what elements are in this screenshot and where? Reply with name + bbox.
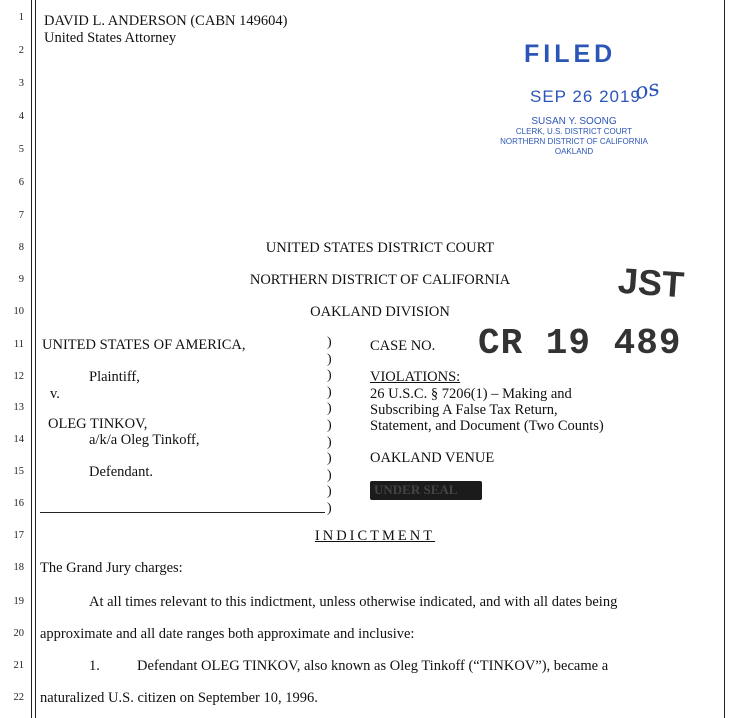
- clerk-city: OAKLAND: [554, 147, 594, 156]
- caption-parens: ) ) ) ) ) ) ) ) ) ) ): [327, 335, 332, 516]
- venue: OAKLAND VENUE: [370, 450, 495, 466]
- line-number: 7: [18, 210, 24, 221]
- case-label: CASE NO.: [370, 338, 436, 354]
- line-number: 6: [18, 177, 24, 188]
- plaintiff-name: UNITED STATES OF AMERICA,: [42, 337, 246, 353]
- attorney-name: DAVID L. ANDERSON (CABN 149604): [44, 13, 288, 29]
- line-number: 10: [13, 306, 24, 317]
- item-1-number: 1.: [89, 658, 100, 674]
- indictment-heading: INDICTMENT: [314, 528, 436, 544]
- line-number: 20: [13, 628, 24, 639]
- item-1-line-1: Defendant OLEG TINKOV, also known as Oleg Tinkoff (“TINKOV”), became a: [137, 658, 609, 674]
- grand-jury-charges: The Grand Jury charges:: [40, 560, 183, 576]
- violations-label: VIOLATIONS:: [370, 369, 461, 385]
- line-number: 17: [13, 530, 24, 541]
- line-number: 21: [13, 660, 24, 671]
- court-division: OAKLAND DIVISION: [310, 304, 450, 320]
- line-number: 1: [18, 12, 24, 23]
- clerk-name: SUSAN Y. SOONG: [531, 116, 617, 127]
- clerk-title: CLERK, U.S. DISTRICT COURT: [515, 127, 633, 136]
- filed-date: SEP 26 2019: [530, 87, 641, 106]
- margin-rule-left: [31, 0, 32, 718]
- line-number: 3: [18, 78, 24, 89]
- line-number: 19: [13, 596, 24, 607]
- line-number: 11: [13, 339, 24, 350]
- violations-line-2: Subscribing A False Tax Return,: [370, 402, 558, 418]
- filed-initials: os: [632, 75, 662, 106]
- line-number: 18: [13, 562, 24, 573]
- court-name: UNITED STATES DISTRICT COURT: [265, 240, 495, 256]
- paragraph-1-line-2: approximate and all date ranges both approximate and inclusive:: [40, 626, 415, 642]
- right-margin-rule: [724, 0, 725, 718]
- paragraph-1-line-1: At all times relevant to this indictment, unless otherwise indicated, and with all dates being: [89, 594, 618, 610]
- versus: v.: [50, 386, 60, 402]
- violations-line-1: 26 U.S.C. § 7206(1) – Making and: [370, 386, 572, 402]
- line-number: 2: [18, 45, 24, 56]
- line-number: 8: [18, 242, 24, 253]
- plaintiff-role: Plaintiff,: [89, 369, 140, 385]
- line-number: 14: [13, 434, 24, 445]
- line-number: 22: [13, 692, 24, 703]
- violations-line-3: Statement, and Document (Two Counts): [370, 418, 604, 434]
- under-seal-text: UNDER SEAL: [374, 482, 458, 497]
- line-number: 5: [18, 144, 24, 155]
- defendant-role: Defendant.: [89, 464, 154, 480]
- judge-initials: JST: [616, 259, 686, 306]
- defendant-aka: a/k/a Oleg Tinkoff,: [89, 432, 200, 448]
- court-district: NORTHERN DISTRICT OF CALIFORNIA: [249, 272, 511, 288]
- line-number: 4: [18, 111, 24, 122]
- line-number: 12: [13, 371, 24, 382]
- attorney-title: United States Attorney: [44, 30, 177, 46]
- line-number: 15: [13, 466, 24, 477]
- filed-stamp: FILED: [524, 40, 617, 68]
- clerk-district: NORTHERN DISTRICT OF CALIFORNIA: [500, 137, 648, 146]
- line-number: 16: [13, 498, 24, 509]
- line-number: 9: [18, 274, 24, 285]
- margin-rule-right: [35, 0, 36, 718]
- caption-underline: [40, 512, 325, 513]
- case-number: CR 19 489: [478, 323, 682, 364]
- line-number: 13: [13, 402, 24, 413]
- item-1-line-2: naturalized U.S. citizen on September 10, 1996.: [40, 690, 318, 706]
- defendant-name: OLEG TINKOV,: [48, 416, 148, 432]
